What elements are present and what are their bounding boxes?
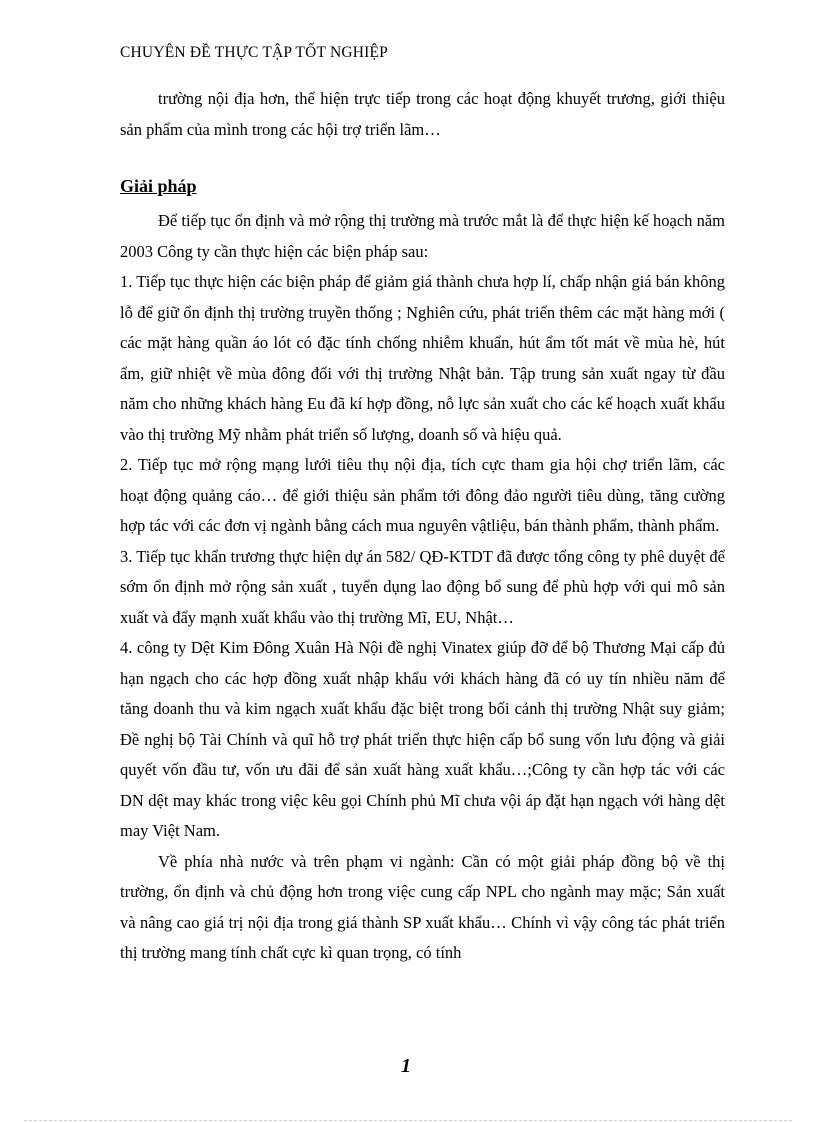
intro-paragraph: trường nội địa hơn, thể hiện trực tiếp trong các hoạt động khuyết trương, giới thiệu sản phẩm của mình trong các hội trợ triển lãm… — [120, 89, 725, 139]
section-heading: Giải pháp — [120, 176, 197, 196]
intro-block — [120, 84, 725, 145]
section-body — [120, 206, 725, 969]
list-item-4: 4. công ty Dệt Kim Đông Xuân Hà Nội đề nghị Vinatex giúp đỡ để bộ Thương Mại cấp đủ hạn ngạch cho các hợp đồng xuất nhập khẩu với khách hàng đã có uy tín nhiều năm để tăng doanh thu và kim ngạch xuất khẩu đặc biệt trong bối cảnh thị trường Nhật suy giảm; Đề nghị bộ Tài Chính và quĩ hỗ trợ phát triển thực hiện cấp bổ sung vốn lưu động và giải quyết vốn đầu tư, vốn ưu đãi để sản xuất hàng xuất khẩu…;Công ty cần hợp tác với các DN dệt may khác trong việc kêu gọi Chính phủ Mĩ chưa vội áp đặt hạn ngạch với hàng dệt may Việt Nam. — [120, 638, 725, 840]
lead-paragraph: Để tiếp tục ổn định và mở rộng thị trường mà trước mắt là để thực hiện kế hoạch năm 2003 Công ty cần thực hiện các biện pháp sau: — [120, 211, 725, 261]
page-bottom-rule — [24, 1120, 792, 1121]
page-number: 1 — [401, 1055, 411, 1077]
list-item-3: 3. Tiếp tục khẩn trương thực hiện dự án 582/ QĐ-KTDT đã được tổng công ty phê duyệt để sớm ổn định mở rộng sản xuất , tuyển dụng lao động bổ sung để phù hợp với qui mô sản xuất và đẩy mạnh xuất khẩu vào thị trường Mĩ, EU, Nhật… — [120, 546, 725, 627]
page-header: CHUYÊN ĐỀ THỰC TẬP TỐT NGHIỆP — [120, 44, 388, 61]
list-item-1: 1. Tiếp tục thực hiện các biện pháp để giảm giá thành chưa hợp lí, chấp nhận giá bán không lỗ để giữ ổn định thị trường truyền thống ; Nghiên cứu, phát triển thêm các mặt hàng mới ( các mặt hàng quần áo lót có đặc tính chống nhiễm khuẩn, hút ẩm tốt mát về mùa hè, hút ẩm, giữ nhiệt về mùa đông đối với thị trường Nhật bản. Tập trung sản xuất ngay từ đầu năm cho những khách hàng Eu đã kí hợp đồng, nỗ lực sản xuất cho các kế hoạch xuất khẩu vào thị trường Mỹ nhằm phát triển số lượng, doanh số và hiệu quả. — [120, 272, 725, 444]
closing-paragraph: Về phía nhà nước và trên phạm vi ngành: Cần có một giải pháp đồng bộ về thị trường, ổn định và chủ động hơn trong việc cung cấp NPL cho ngành may mặc; Sản xuất và nâng cao giá trị nội địa trong giá thành SP xuất khẩu… Chính vì vậy công tác phát triển thị trường mang tính chất cực kì quan trọng, có tính — [120, 851, 725, 962]
list-item-2: 2. Tiếp tục mở rộng mạng lưới tiêu thụ nội địa, tích cực tham gia hội chợ triển lãm, các hoạt động quảng cáo… để giới thiệu sản phẩm tới đông đảo người tiêu dùng, tăng cường hợp tác với các đơn vị ngành bằng cách mua nguyên vậtliệu, bán thành phẩm, thành phẩm. — [120, 455, 725, 535]
